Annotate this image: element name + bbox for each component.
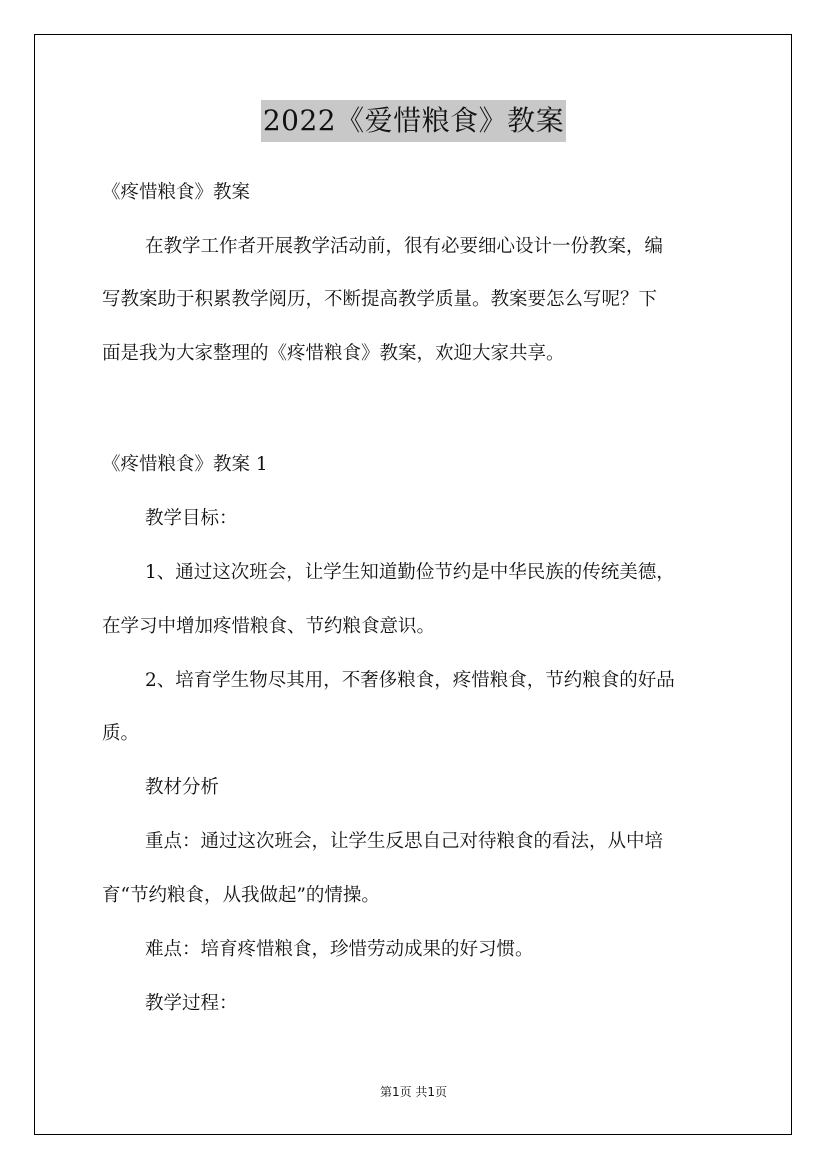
intro-line-3: 面是我为大家整理的《疼惜粮食》教案，欢迎大家共享。 (102, 343, 565, 364)
key-point-line-1: 重点：通过这次班会，让学生反思自己对待粮食的看法，从中培 (145, 831, 664, 852)
key-point-line-2: 育“节约粮食，从我做起”的情操。 (102, 885, 380, 906)
document-subtitle: 《疼惜粮食》教案 (102, 182, 251, 203)
process-label: 教学过程： (145, 993, 238, 1014)
goal-1-line-1: 1、通过这次班会，让学生知道勤俭节约是中华民族的传统美德， (145, 562, 675, 583)
intro-line-2: 写教案助于积累教学阅历，不断提高教学质量。教案要怎么写呢？下 (102, 289, 658, 310)
title-container (0, 100, 827, 142)
goals-label: 教学目标： (145, 508, 238, 529)
page-footer: 第1页 共1页 (379, 1085, 448, 1099)
intro-line-1: 在教学工作者开展教学活动前，很有必要细心设计一份教案，编 (145, 236, 664, 257)
document-title: 2022《爱惜粮食》教案 (261, 100, 566, 142)
analysis-label: 教材分析 (145, 777, 220, 798)
goal-1-line-2: 在学习中增加疼惜粮食、节约粮食意识。 (102, 616, 436, 637)
section-heading: 《疼惜粮食》教案 1 (102, 454, 268, 475)
goal-2-line-2: 质。 (102, 723, 140, 744)
goal-2-line-1: 2、培育学生物尽其用，不奢侈粮食，疼惜粮食，节约粮食的好品 (145, 670, 675, 691)
difficulty-line: 难点：培育疼惜粮食，珍惜劳动成果的好习惯。 (145, 939, 534, 960)
